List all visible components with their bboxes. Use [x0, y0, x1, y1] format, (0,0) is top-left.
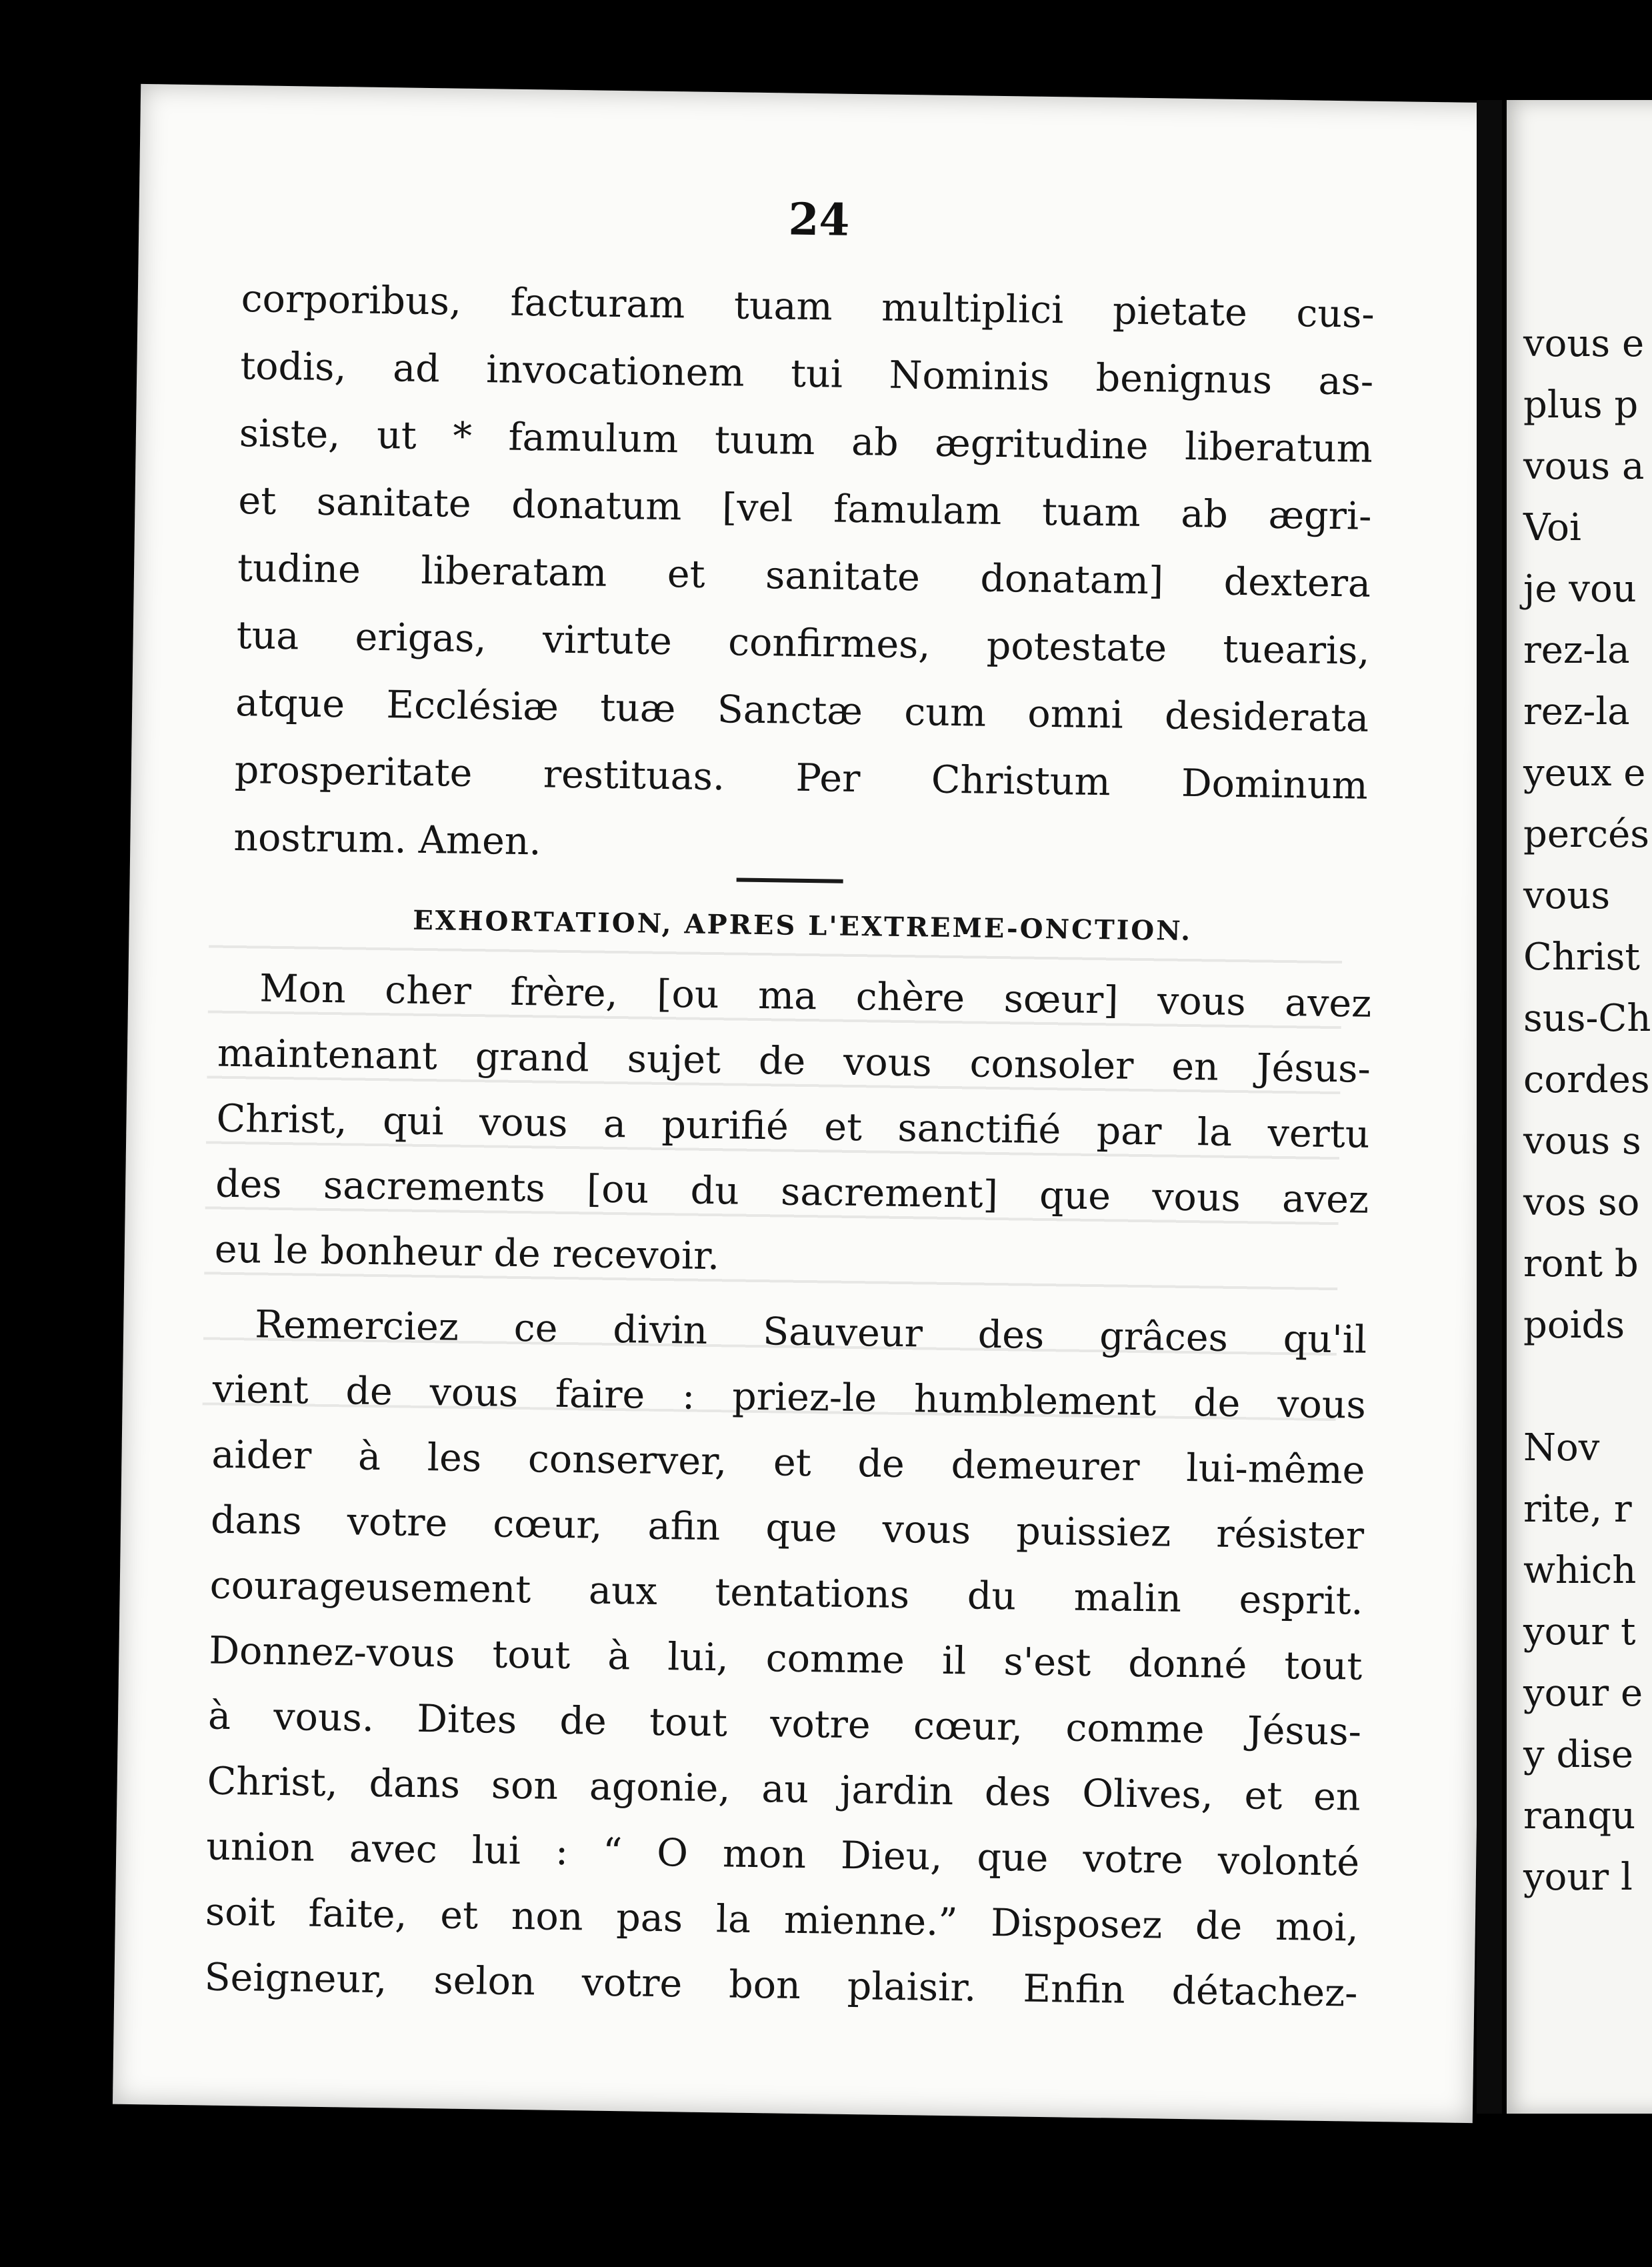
text-line: Seigneur, selon votre bon plaisir. Enfin détachez- [204, 1955, 1358, 2016]
text-line: tua erigas, virtute confirmes, potestate tuearis, [236, 613, 1371, 673]
text-line: Remerciez ce divin Sauveur des grâces qu'il [254, 1302, 1367, 1362]
text-line: vient de vous faire : priez-le humblement de vous [212, 1367, 1367, 1428]
text-line: sus-Ch [1523, 997, 1651, 1040]
text-line: maintenant grand sujet de vous consoler en Jésus- [217, 1031, 1371, 1091]
text-line: atque Ecclésiæ tuæ Sanctæ cum omni desiderata [235, 680, 1369, 741]
text-line: des sacrements [ou du sacrement] que vous avez [215, 1162, 1369, 1222]
text-line: siste, ut * famulum tuum ab ægritudine liberatum [239, 411, 1373, 471]
text-line: vous a [1523, 445, 1645, 488]
left-book-page [113, 84, 1501, 2123]
text-line: nostrum. Amen. [233, 815, 542, 864]
page-number: 24 [788, 193, 850, 246]
text-line: your e [1523, 1672, 1643, 1715]
text-line: union avec lui : “ O mon Dieu, que votre volonté [205, 1824, 1360, 1885]
text-line: yeux e [1523, 751, 1646, 795]
text-line: Voi [1523, 506, 1581, 549]
text-line: which [1523, 1549, 1637, 1592]
text-line: Christ, qui vous a purifié et sanctifié par la vertu [216, 1096, 1370, 1157]
text-line: your l [1523, 1856, 1633, 1899]
prayer-text [233, 265, 1375, 887]
section-divider [737, 877, 843, 883]
text-line: Christ, dans son agonie, au jardin des Olives, et en [207, 1759, 1361, 1820]
text-line: plus p [1523, 383, 1639, 427]
text-line: eu le bonheur de recevoir. [214, 1227, 720, 1279]
exhortation-text [204, 955, 1372, 2026]
text-line: aider à les conserver, et de demeurer lui-même [211, 1432, 1365, 1493]
text-line: vous s [1523, 1119, 1641, 1163]
text-line: dans votre cœur, afin que vous puissiez résister [210, 1498, 1365, 1558]
text-line: rite, r [1523, 1488, 1632, 1531]
text-line: percés [1523, 813, 1649, 856]
section-heading: EXHORTATION, APRES L'EXTREME-ONCTION. [412, 904, 1193, 947]
text-line: et sanitate donatum [vel famulam tuam ab ægri- [238, 479, 1372, 539]
text-line: rez-la [1523, 690, 1630, 733]
text-line: tudine liberatam et sanitate donatam] dextera [237, 546, 1371, 606]
text-line: corporibus, facturam tuam multiplici pietate cus- [241, 277, 1375, 337]
text-line: soit faite, et non pas la mienne.” Disposez de moi, [205, 1890, 1359, 1950]
text-line: vos so [1523, 1181, 1640, 1224]
text-line: todis, ad invocationem tui Nominis benignus as- [239, 344, 1374, 404]
text-line: à vous. Dites de tout votre cœur, comme Jésus- [207, 1694, 1362, 1754]
text-line: Nov [1523, 1426, 1600, 1470]
text-line: je vou [1523, 567, 1637, 611]
facing-page-text [1523, 313, 1651, 1908]
text-line: courageusement aux tentations du malin esprit. [209, 1563, 1364, 1624]
text-line: Donnez-vous tout à lui, comme il s'est donné tout [208, 1628, 1363, 1689]
text-line: ront b [1523, 1242, 1639, 1286]
text-line: prosperitate restituas. Per Christum Dominum [234, 747, 1369, 808]
text-line: Christ [1523, 935, 1640, 979]
text-line: y dise [1523, 1733, 1634, 1776]
text-line: cordes [1523, 1058, 1650, 1101]
text-line: rez-la [1523, 629, 1630, 672]
text-line: vous [1523, 874, 1611, 917]
text-line: ranqu [1523, 1794, 1636, 1838]
text-line [1523, 1356, 1651, 1418]
book-gutter [1477, 100, 1502, 2114]
text-line: your t [1523, 1610, 1636, 1654]
text-line: Mon cher frère, [ou ma chère sœur] vous avez [259, 966, 1372, 1026]
text-line: poids [1523, 1304, 1625, 1347]
facing-page-edge [1507, 100, 1652, 2114]
text-line: vous e [1523, 322, 1645, 365]
